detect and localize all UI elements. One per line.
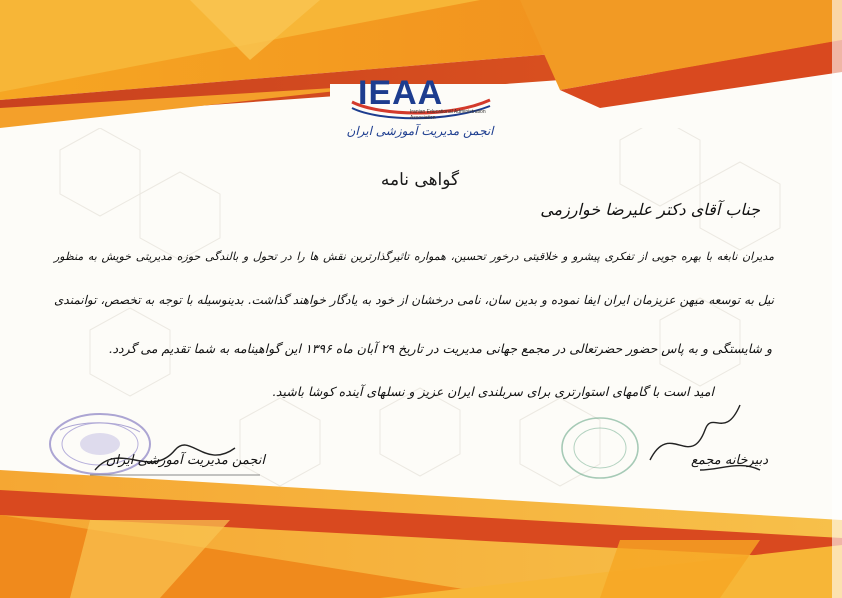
body-line: و شایستگی و به پاس حضور حضرتعالی در مجمع جهانی مدیریت در تاریخ ۲۹ آبان ماه ۱۳۹۶ این گواهینامه به شما تقدیم می گردد. [108,341,772,356]
logo-english-name: Iranian Educational Administration Association [410,109,486,121]
logo-persian-name: انجمن مدیریت آموزشی ایران [346,124,494,138]
addressee: جناب آقای دکتر علیرضا خوارزمی [540,200,760,219]
body-line: مدیران نابغه با بهره جویی از تفکری پیشرو و خلاقیتی درخور تحسین، همواره تاثیرگذارترین نقش ها را در تحول و بالندگی حوزه مدیریتی خویش به منظور [54,250,774,263]
certificate-title: گواهی نامه [380,170,460,190]
body-line: نیل به توسعه میهن عزیزمان ایران ایفا نموده و بدین سان، نامی درخشان از خود به یادگار خواهند گذاشت. بدینوسیله با توجه به تخصص، توانمندی [54,293,774,307]
ieaa-logo [340,72,500,152]
logo-acronym: IEAA [358,74,444,112]
signature-left-label: انجمن مدیریت آموزشی ایران [105,453,265,468]
signature-right-label: دبیرخانه مجمع [690,453,768,468]
body-line: امید است با گامهای استوارتری برای سربلندی ایران عزیز و نسلهای آینده کوشا باشید. [271,384,714,399]
